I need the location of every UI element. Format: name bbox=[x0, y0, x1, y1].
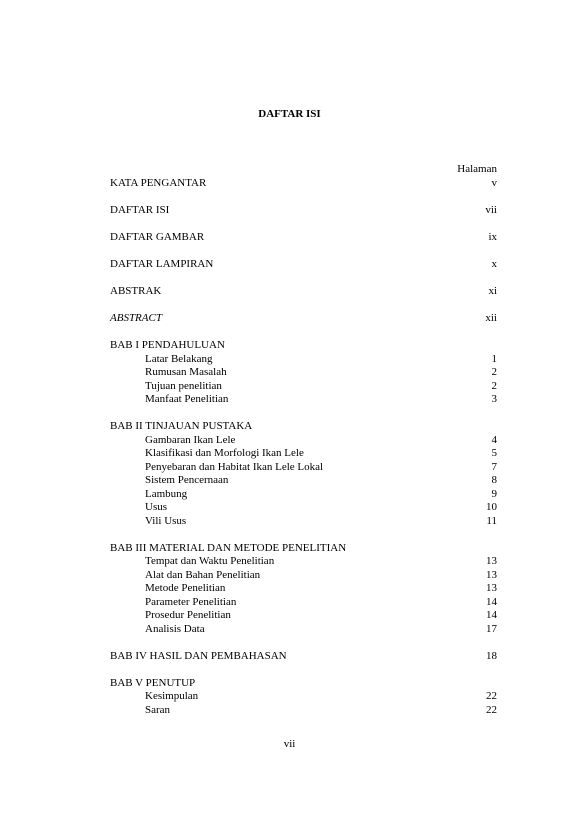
toc-subentry[interactable] bbox=[110, 609, 497, 623]
toc-entry-page: 4 bbox=[491, 433, 497, 446]
toc-entry-page: ix bbox=[488, 231, 497, 243]
toc-entry-label: Kesimpulan bbox=[145, 690, 199, 702]
toc-entry-abstract[interactable] bbox=[110, 312, 497, 326]
toc-entry-label: Prosedur Penelitian bbox=[145, 609, 231, 621]
toc-subentry[interactable] bbox=[110, 582, 497, 596]
toc-subentry[interactable] bbox=[110, 393, 497, 407]
toc-entry-label: DAFTAR LAMPIRAN bbox=[110, 258, 214, 270]
toc-entry-page: 5 bbox=[491, 447, 497, 459]
toc-entry-label: ABSTRAK bbox=[110, 285, 162, 297]
toc-entry-label: DAFTAR ISI bbox=[110, 204, 170, 216]
toc-entry-page: 22 bbox=[486, 690, 497, 702]
toc-entry-page: v bbox=[491, 177, 497, 189]
toc-entry-page: xii bbox=[485, 312, 497, 324]
toc-entry-label: Sistem Pencernaan bbox=[145, 474, 229, 486]
toc-entry-page: 18 bbox=[486, 649, 497, 662]
toc-entry-page: 2 bbox=[491, 379, 497, 392]
toc-chapter-title: BAB V PENUTUP bbox=[110, 676, 196, 689]
toc-entry-daftar-gambar[interactable] bbox=[110, 231, 497, 245]
toc-subentry[interactable] bbox=[110, 515, 497, 529]
toc-subentry[interactable] bbox=[110, 569, 497, 583]
toc-subentry[interactable] bbox=[110, 690, 497, 704]
toc-chapter-title: BAB III MATERIAL DAN METODE PENELITIAN bbox=[110, 541, 347, 554]
toc-entry-label: Vili Usus bbox=[145, 514, 187, 527]
toc-entry-page: 22 bbox=[486, 703, 497, 716]
toc-entry-page: x bbox=[491, 258, 497, 270]
toc-entry-label: DAFTAR GAMBAR bbox=[110, 231, 205, 243]
toc-chapter-title: BAB II TINJAUAN PUSTAKA bbox=[110, 420, 253, 432]
toc-subentry[interactable] bbox=[110, 380, 497, 394]
toc-entry-page: 14 bbox=[486, 609, 497, 621]
toc-entry-page: 7 bbox=[491, 460, 497, 473]
toc-entry-label: Gambaran Ikan Lele bbox=[145, 433, 236, 446]
toc-subentry[interactable] bbox=[110, 704, 497, 718]
toc-entry-page: 9 bbox=[491, 487, 497, 500]
toc-entry-label: ABSTRACT bbox=[110, 312, 162, 324]
toc-entry-label: Tempat dan Waktu Penelitian bbox=[145, 555, 275, 567]
toc-entry-label: Alat dan Bahan Penelitian bbox=[145, 568, 261, 581]
toc-entry-label: Analisis Data bbox=[145, 622, 205, 635]
toc-subentry[interactable] bbox=[110, 501, 497, 515]
toc-subentry[interactable] bbox=[110, 366, 497, 380]
toc-entry-page: vii bbox=[485, 204, 497, 216]
page-column-header: Halaman bbox=[457, 163, 497, 175]
toc-subentry[interactable] bbox=[110, 623, 497, 637]
toc-entry-label: Penyebaran dan Habitat Ikan Lele Lokal bbox=[145, 460, 324, 473]
toc-subentry[interactable] bbox=[110, 447, 497, 461]
toc-subentry[interactable] bbox=[110, 353, 497, 367]
toc-subentry[interactable] bbox=[110, 434, 497, 448]
toc-entry-page: 1 bbox=[491, 352, 497, 365]
toc-chapter-bab-2[interactable] bbox=[110, 420, 497, 434]
toc-entry-label: Parameter Penelitian bbox=[145, 595, 237, 608]
toc-entry-page: 13 bbox=[486, 582, 497, 594]
toc-entry-page: 14 bbox=[486, 595, 497, 608]
toc-entry-daftar-lampiran[interactable] bbox=[110, 258, 497, 272]
toc-entry-page: 13 bbox=[486, 555, 497, 567]
toc-entry-abstrak[interactable] bbox=[110, 285, 497, 299]
toc-chapter-title: BAB I PENDAHULUAN bbox=[110, 339, 225, 351]
page-title: DAFTAR ISI bbox=[258, 108, 321, 120]
toc-entry-page: 3 bbox=[491, 393, 497, 405]
toc-entry-label: Tujuan penelitian bbox=[145, 379, 222, 392]
toc-entry-label: Latar Belakang bbox=[145, 352, 213, 365]
toc-entry-label: Saran bbox=[145, 703, 171, 716]
toc-entry-page: 2 bbox=[491, 366, 497, 378]
toc-entry-label: Klasifikasi dan Morfologi Ikan Lele bbox=[145, 447, 304, 459]
toc-subentry[interactable] bbox=[110, 555, 497, 569]
toc-entry-label: Lambung bbox=[145, 487, 188, 500]
toc-chapter-bab-4[interactable] bbox=[110, 650, 497, 664]
toc-chapter-bab-5[interactable] bbox=[110, 677, 497, 691]
toc-entry-daftar-isi[interactable] bbox=[110, 204, 497, 218]
toc-chapter-bab-3[interactable] bbox=[110, 542, 497, 556]
footer-page-number: vii bbox=[283, 738, 296, 750]
toc-subentry[interactable] bbox=[110, 596, 497, 610]
toc-entry-page: 17 bbox=[486, 622, 497, 635]
toc-entry-label: Metode Penelitian bbox=[145, 582, 226, 594]
toc-entry-label: Usus bbox=[145, 501, 168, 513]
toc-subentry[interactable] bbox=[110, 474, 497, 488]
toc-entry-page: 11 bbox=[486, 514, 497, 527]
toc-chapter-bab-1[interactable] bbox=[110, 339, 497, 353]
toc-entry-kata-pengantar[interactable] bbox=[110, 177, 497, 191]
toc-entry-page: 13 bbox=[486, 568, 497, 581]
toc-subentry[interactable] bbox=[110, 488, 497, 502]
toc-subentry[interactable] bbox=[110, 461, 497, 475]
toc-entry-label: Manfaat Penelitian bbox=[145, 393, 229, 405]
toc-entry-page: 10 bbox=[486, 501, 497, 513]
toc-entry-page: 8 bbox=[491, 474, 497, 486]
toc-chapter-title: BAB IV HASIL DAN PEMBAHASAN bbox=[110, 649, 287, 662]
toc-entry-label: KATA PENGANTAR bbox=[110, 177, 207, 189]
toc-entry-label: Rumusan Masalah bbox=[145, 366, 227, 378]
table-of-contents bbox=[110, 177, 497, 717]
toc-entry-page: xi bbox=[488, 285, 497, 297]
